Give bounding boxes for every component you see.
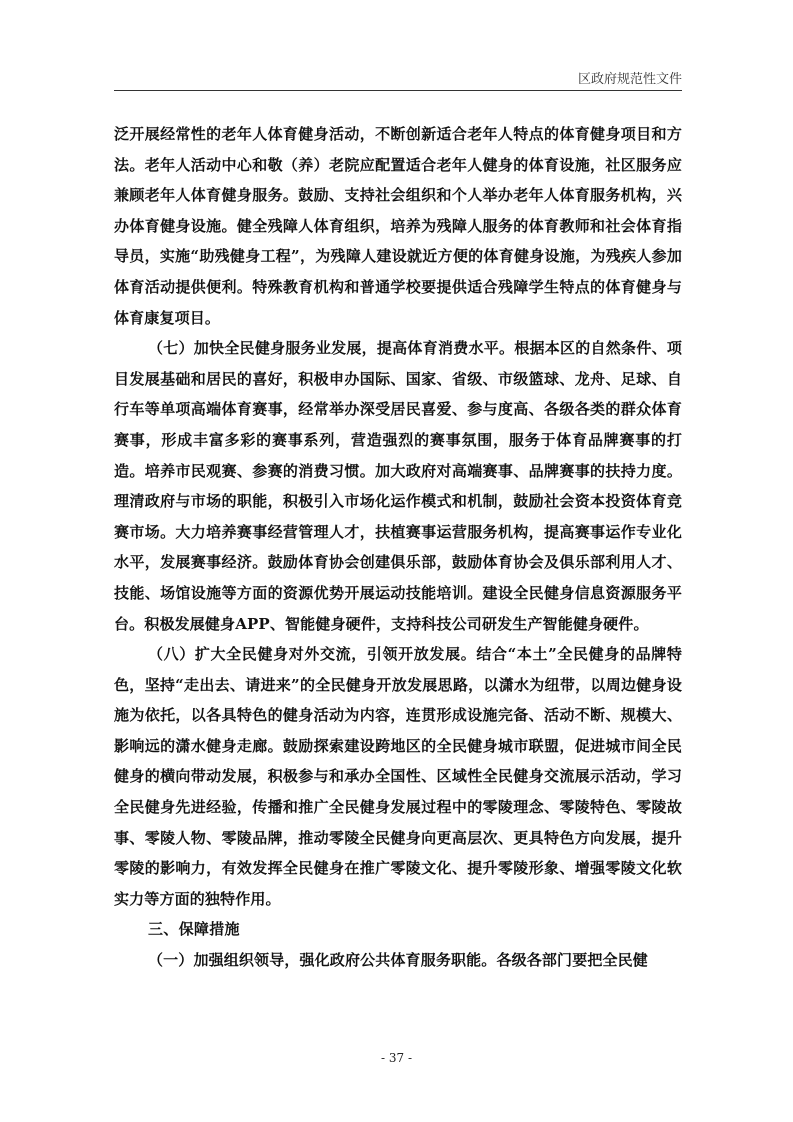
page-header <box>114 66 682 91</box>
section-heading-safeguards: 三、保障措施 <box>148 920 240 939</box>
document-type-label: 区政府规范性文件 <box>577 72 682 87</box>
paragraph-item-8: （八）扩大全民健身对外交流，引领开放发展。结合“本土”全民健身的品牌特色，坚持“走出去、请进来”的全民健身开放发展思路，以潇水为纽带，以周边健身设施为依托，以各具特色的健身活动为内容，连贯形成设施完备、活动不断、规模大、影响远的潇水健身走廊。鼓励探索建设跨地区的全民健身城市联盟，促进城市间全民健身的横向带动发展，积极参与和承办全国性、区域性全民健身交流展示活动，学习全民健身先进经验，传播和推广全民健身发展过程中的零陵理念、零陵特色、零陵故事、零陵人物、零陵品牌，推动零陵全民健身向更高层次、更具特色方向发展，提升零陵的影响力，有效发挥全民健身在推广零陵文化、提升零陵形象、增强零陵文化软实力等方面的独特作用。 <box>114 645 682 908</box>
page-number: - 37 - <box>380 1051 412 1065</box>
paragraph-item-1: （一）加强组织领导，强化政府公共体育服务职能。各级各部门要把全民健 <box>148 951 648 970</box>
document-body <box>114 119 682 976</box>
paragraph-item-7: （七）加快全民健身服务业发展，提高体育消费水平。根据本区的自然条件、项目发展基础和居民的喜好，积极申办国际、国家、省级、市级篮球、龙舟、足球、自行车等单项高端体育赛事，经常举办深受居民喜爱、参与度高、各级各类的群众体育赛事，形成丰富多彩的赛事系列，营造强烈的赛事氛围，服务于体育品牌赛事的打造。培养市民观赛、参赛的消费习惯。加大政府对高端赛事、品牌赛事的扶持力度。理清政府与市场的职能，积极引入市场化运作模式和机制，鼓励社会资本投资体育竞赛市场。大力培养赛事经营管理人才，扶植赛事运营服务机构，提高赛事运作专业化水平，发展赛事经济。鼓励体育协会创建俱乐部，鼓励体育协会及俱乐部利用人才、技能、场馆设施等方面的资源优势开展运动技能培训。建设全民健身信息资源服务平台。积极发展健身APP、智能健身硬件，支持科技公司研发生产智能健身硬件。 <box>114 339 682 633</box>
paragraph-continuation: 泛开展经常性的老年人体育健身活动，不断创新适合老年人特点的体育健身项目和方法。老年人活动中心和敬（养）老院应配置适合老年人健身的体育设施，社区服务应兼顾老年人体育健身服务。鼓励、支持社会组织和个人举办老年人体育服务机构，兴办体育健身设施。健全残障人体育组织，培养为残障人服务的体育教师和社会体育指导员，实施“助残健身工程”，为残障人建设就近方便的体育健身设施，为残疾人参加体育活动提供便利。特殊教育机构和普通学校要提供适合残障学生特点的体育健身与体育康复项目。 <box>114 125 682 327</box>
